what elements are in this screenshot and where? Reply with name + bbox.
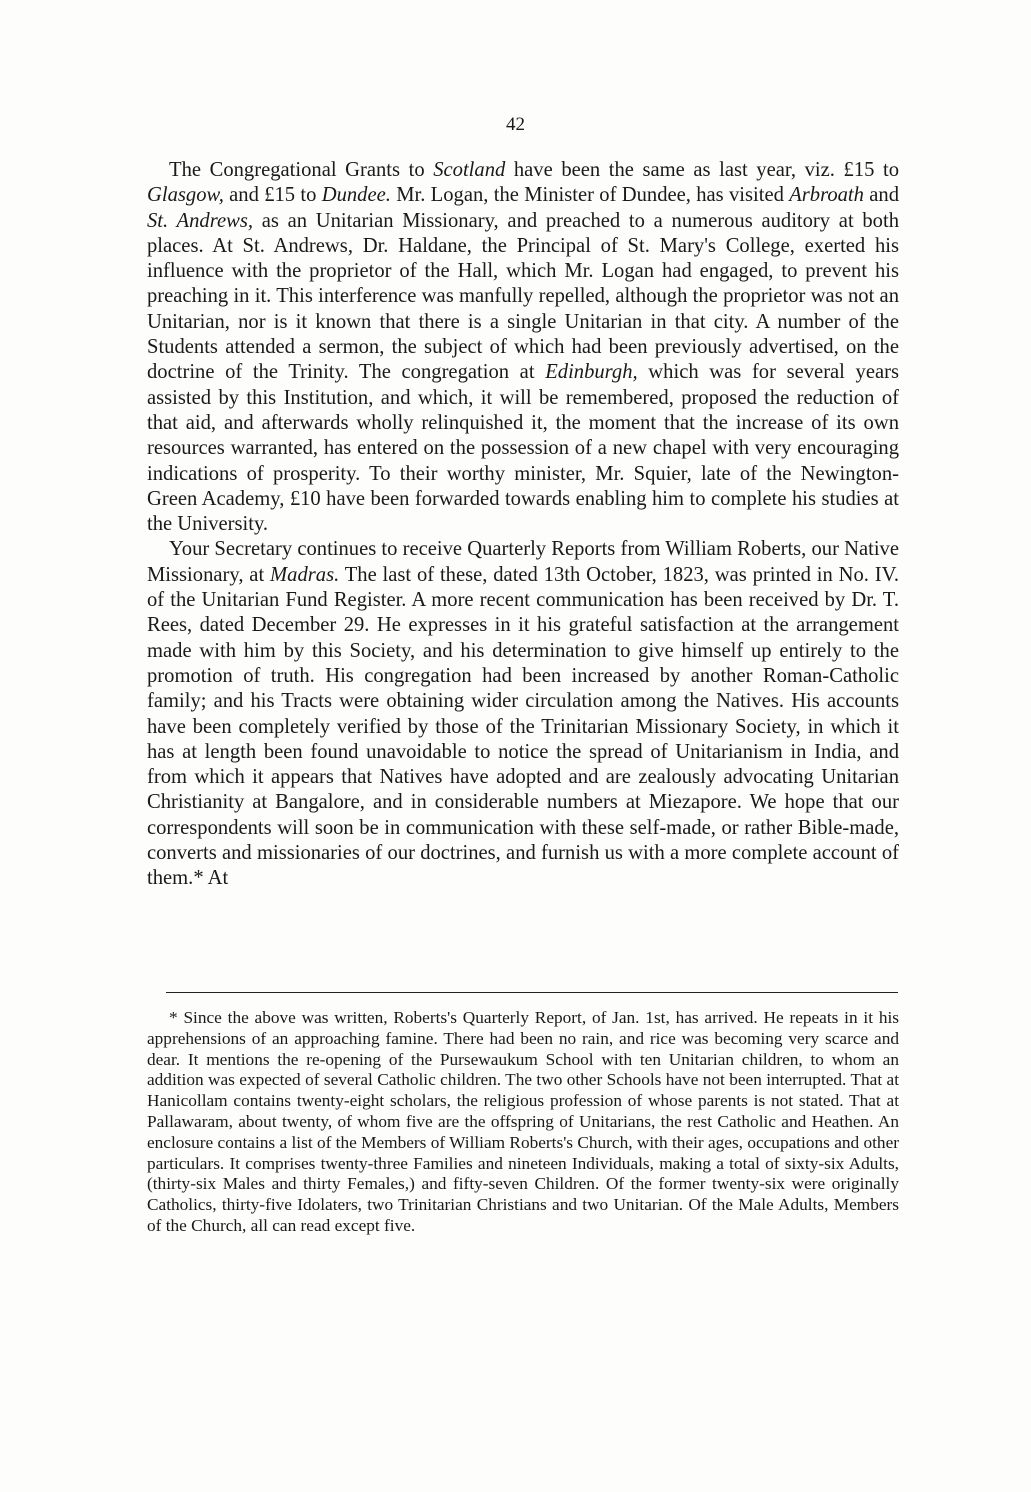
text-run: have been the same as last year, viz. £15 to bbox=[505, 159, 900, 181]
text-run: Mr. Logan, the Minister of Dundee, has visited bbox=[390, 184, 790, 207]
text-run: and £15 to bbox=[223, 184, 322, 207]
italic-place-name: Dundee. bbox=[321, 184, 391, 207]
italic-place-name: Glasgow, bbox=[147, 184, 224, 207]
paragraph-madras-reports bbox=[147, 537, 899, 891]
text-run: The last of these, dated 13th October, 1823, was printed in No. IV. of the Unitarian Fund Register. A more recent communication has been received by Dr. T. Rees, dated December 29. He expresses in it his grateful satisfaction at the arrangement made with him by this Society, and his determination to give himself up entirely to the promotion of truth. His congregation had been increased by another Roman-Catholic family; and his Tracts were obtaining wider circulation among the Natives. His accounts have been completely verified by those of the Trinitarian Missionary Society, in which it has at length been found unavoidable to notice the spread of Unitarianism in India, and from which it appears that Natives have adopted and are zealously advocating Unitarian Christianity at Bangalore, and in considerable numbers at Miezapore. We hope that our correspondents will soon be in communication with these self-made, or rather Bible-made, converts and missionaries of our doctrines, and furnish us with a more complete account of them.* At bbox=[147, 563, 899, 890]
italic-place-name: St. Andrews, bbox=[147, 209, 253, 232]
italic-place-name: Arbroath bbox=[789, 184, 864, 207]
text-run: and bbox=[863, 184, 899, 207]
text-run: Your Secretary continues to receive Quarterly Reports from William Roberts, our Native Missionary, at bbox=[147, 538, 899, 586]
main-text bbox=[147, 158, 899, 892]
italic-place-name: Madras. bbox=[270, 563, 340, 586]
italic-place-name: Scotland bbox=[433, 159, 506, 181]
paragraph-scotland-grants bbox=[147, 158, 899, 537]
italic-place-name: Edinburgh, bbox=[545, 361, 638, 384]
page-number: 42 bbox=[506, 114, 525, 135]
footnote: * Since the above was written, Roberts's Quarterly Report, of Jan. 1st, has arrived. He repeats in it his apprehensions of an approaching famine. There had been no rain, and rice was becoming very scarce and dear. It mentions the re-opening of the Pursewaukum School with ten Unitarian children, to whom an addition was expected of several Catholic children. The two other Schools have not been interrupted. That at Hanicollam contains twenty-eight scholars, the religious profession of whose parents is not stated. That at Pallawaram, about twenty, of whom five are the offspring of Unitarians, the rest Catholic and Heathen. An enclosure contains a list of the Members of William Roberts's Church, with their ages, occupations and other particulars. It comprises twenty-three Families and nineteen Individuals, making a total of sixty-six Adults, (thirty-six Males and thirty Females,) and fifty-seven Children. Of the former twenty-six were originally Catholics, thirty-five Idolaters, two Trinitarian Christians and two Unitarian. Of the Male Adults, Members of the Church, all can read except five. bbox=[147, 1008, 899, 1235]
text-run: The Congregational Grants to bbox=[169, 159, 434, 181]
text-run: which was for several years assisted by this Institution, and which, it will be remembered, proposed the reduction of that aid, and afterwards wholly relinquished it, the moment that the increase of its own resources warranted, has entered on the possession of a new chapel with very encouraging indications of prosperity. To their worthy minister, Mr. Squier, late of the Newington-Green Academy, £10 have been forwarded towards enabling him to complete his studies at the University. bbox=[147, 361, 899, 536]
footnote-divider bbox=[166, 992, 898, 993]
text-run: as an Unitarian Missionary, and preached to a numerous auditory at both places. At St. Andrews, Dr. Haldane, the Principal of St. Mary's College, exerted his influence with the proprietor of the Hall, which Mr. Logan had engaged, to prevent his preaching in it. This interference was manfully repelled, although the proprietor was not an Unitarian, nor is it known that there is a single Unitarian in that city. A number of the Students attended a sermon, the subject of which had been previously advertised, on the doctrine of the Trinity. The congregation at bbox=[147, 209, 900, 384]
